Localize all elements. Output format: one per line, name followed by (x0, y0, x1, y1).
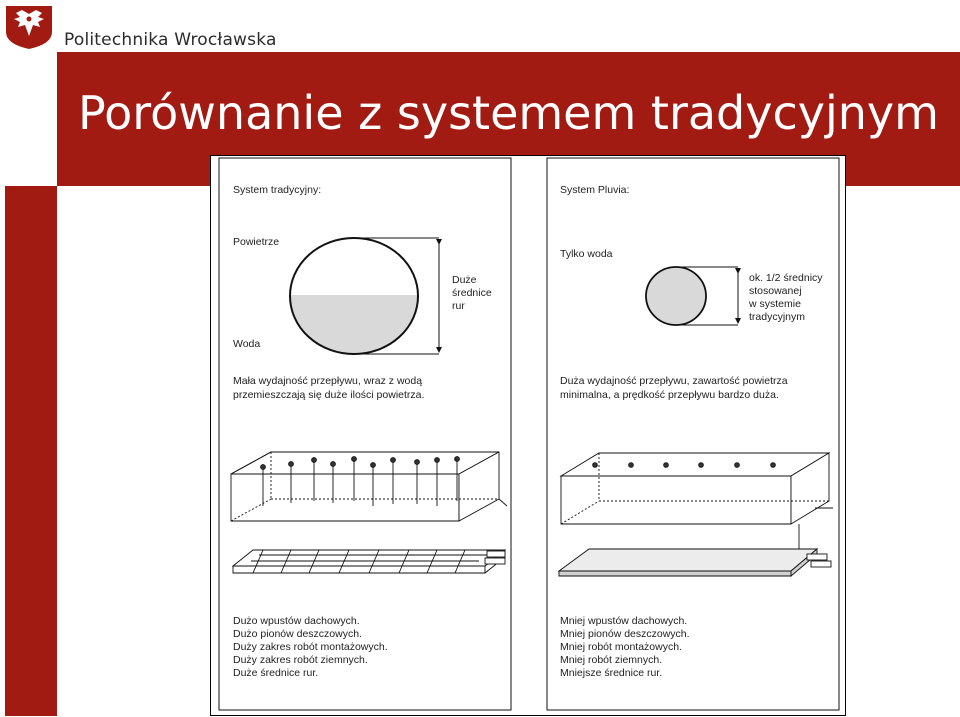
comparison-diagram (211, 156, 847, 717)
traditional-description-2: przemieszczają się duże ilości powietrza. (233, 389, 425, 401)
pluvia-bullet-2: Mniej pionów deszczowych. (560, 628, 690, 640)
traditional-description-1: Mała wydajność przepływu, wraz z wodą (233, 375, 423, 387)
left-accent-bar (5, 186, 57, 716)
pluvia-pipe-slab (559, 549, 831, 576)
traditional-bullet-1: Dużo wpustów dachowych. (233, 615, 360, 627)
air-label: Powietrze (233, 236, 280, 248)
traditional-pipe-network (233, 550, 505, 573)
only-water-label: Tylko woda (560, 248, 613, 260)
pluvia-diameter-label-2: stosowanej (749, 285, 802, 297)
diameter-label-1: Duże (452, 274, 477, 286)
pluvia-bullet-5: Mniejsze średnice rur. (560, 667, 663, 679)
slide-title: Porównanie z systemem tradycyjnym (78, 86, 939, 140)
pluvia-diameter-label-4: tradycyjnym (749, 311, 806, 323)
traditional-bullet-4: Duży zakres robót ziemnych. (233, 654, 368, 666)
traditional-heading: System tradycyjny: (233, 184, 322, 196)
diameter-label-2: średnice (452, 287, 492, 299)
university-name: Politechnika Wrocławska (64, 30, 277, 50)
eagle-crest-icon (4, 4, 54, 50)
pluvia-bullet-3: Mniej robót montażowych. (560, 641, 682, 653)
pluvia-bullet-4: Mniej robót ziemnych. (560, 654, 663, 666)
pluvia-description-1: Duża wydajność przepływu, zawartość powietrza (560, 375, 788, 387)
pluvia-diameter-label-1: ok. 1/2 średnicy (749, 272, 823, 284)
pluvia-bullet-1: Mniej wpustów dachowych. (560, 615, 688, 627)
traditional-bullet-2: Dużo pionów deszczowych. (233, 628, 362, 640)
small-pipe-cross-section (646, 267, 706, 325)
pluvia-heading: System Pluvia: (560, 184, 630, 196)
diameter-label-3: rur (452, 300, 465, 312)
university-logo (4, 4, 54, 50)
traditional-bullet-5: Duże średnice rur. (233, 667, 319, 679)
pluvia-diameter-label-3: w systemie (749, 298, 801, 310)
comparison-figure (210, 155, 846, 716)
pluvia-description-2: minimalna, a prędkość przepływu bardzo duża. (560, 389, 779, 401)
traditional-bullet-3: Duży zakres robót montażowych. (233, 641, 388, 653)
water-label: Woda (233, 338, 261, 350)
